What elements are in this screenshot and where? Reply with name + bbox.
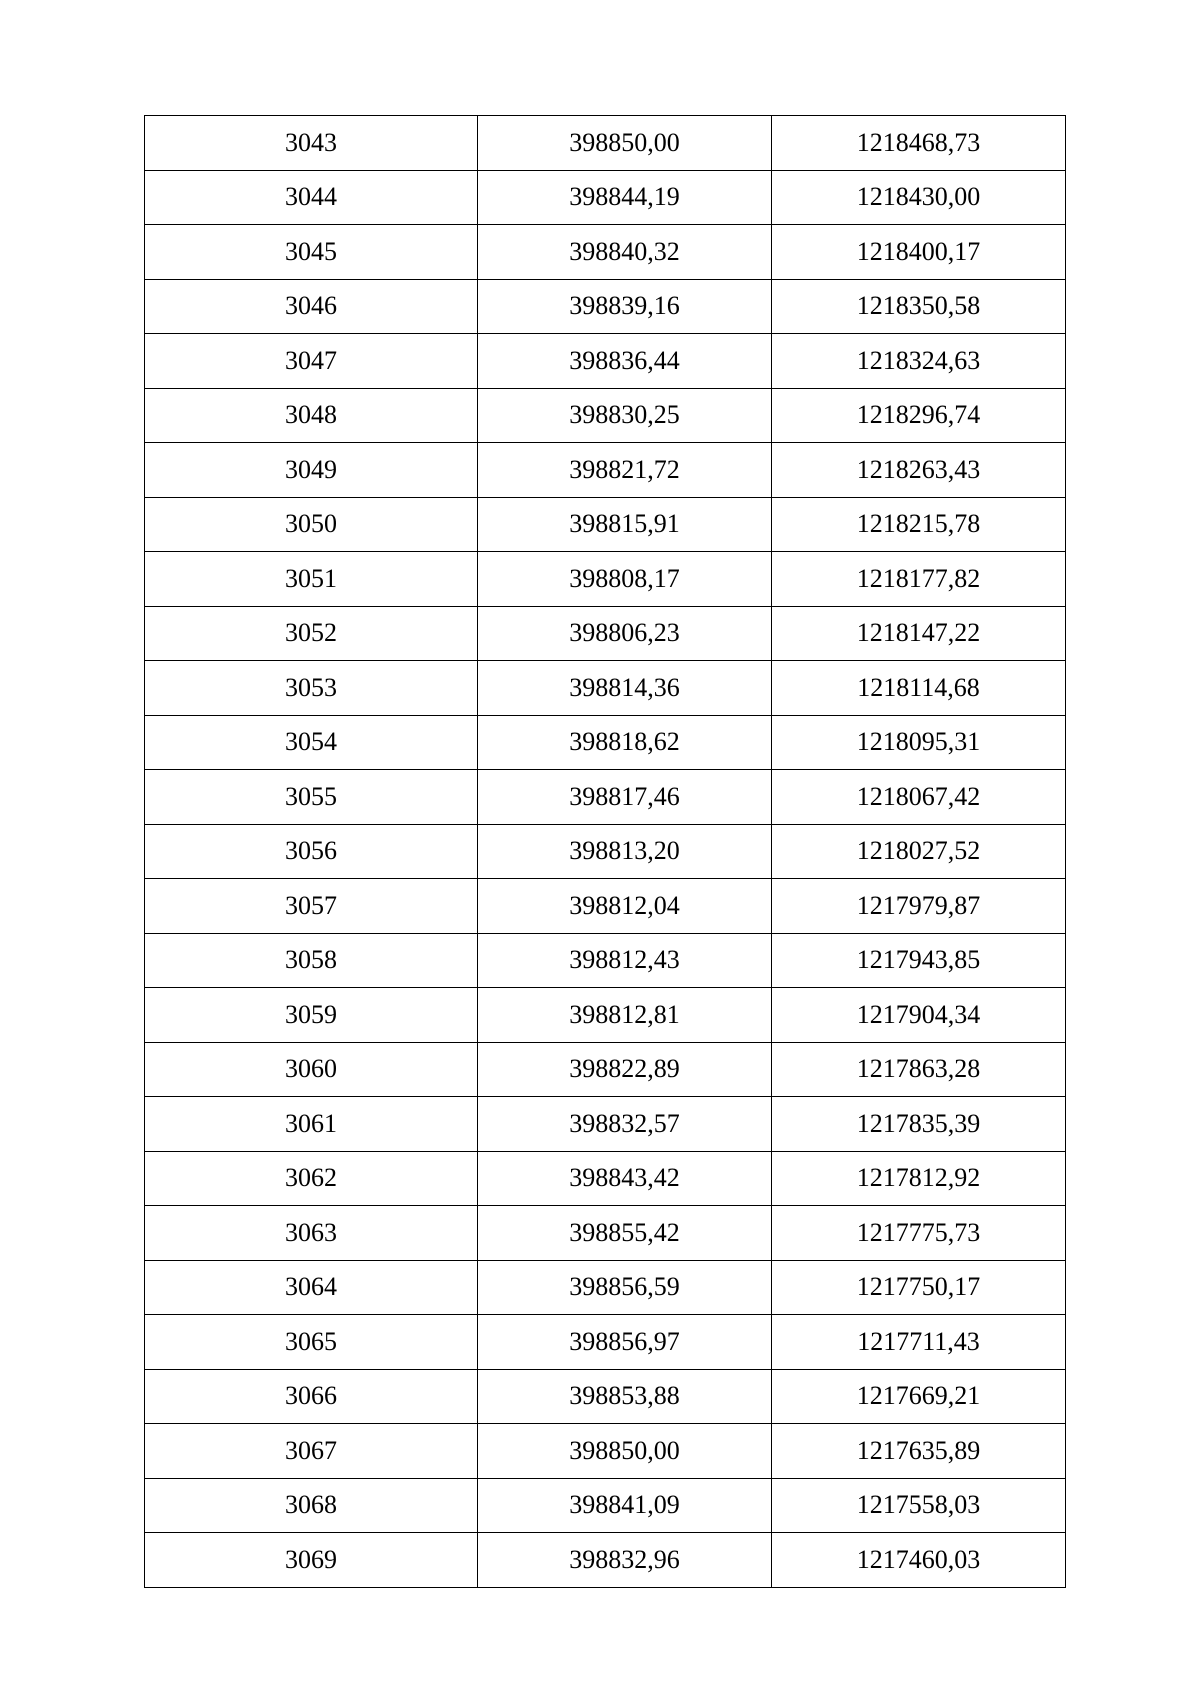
x-coordinate-cell: 398832,57 [478,1097,772,1152]
y-coordinate-cell: 1217669,21 [772,1369,1066,1424]
x-coordinate-cell: 398836,44 [478,334,772,389]
x-coordinate-cell: 398844,19 [478,170,772,225]
x-coordinate-cell: 398818,62 [478,715,772,770]
table-row [145,1206,1066,1261]
y-coordinate-cell: 1218114,68 [772,661,1066,716]
y-coordinate-cell: 1218350,58 [772,279,1066,334]
table-row [145,334,1066,389]
y-coordinate-cell: 1217635,89 [772,1424,1066,1479]
point-number-cell: 3061 [145,1097,478,1152]
y-coordinate-cell: 1217835,39 [772,1097,1066,1152]
table-row [145,279,1066,334]
x-coordinate-cell: 398808,17 [478,552,772,607]
x-coordinate-cell: 398822,89 [478,1042,772,1097]
point-number-cell: 3058 [145,933,478,988]
y-coordinate-cell: 1218263,43 [772,443,1066,498]
coordinates-table-body [145,116,1066,1588]
table-row [145,1097,1066,1152]
table-row [145,1042,1066,1097]
point-number-cell: 3052 [145,606,478,661]
y-coordinate-cell: 1218177,82 [772,552,1066,607]
x-coordinate-cell: 398856,97 [478,1315,772,1370]
x-coordinate-cell: 398839,16 [478,279,772,334]
y-coordinate-cell: 1218400,17 [772,225,1066,280]
y-coordinate-cell: 1218468,73 [772,116,1066,171]
point-number-cell: 3053 [145,661,478,716]
x-coordinate-cell: 398850,00 [478,116,772,171]
x-coordinate-cell: 398817,46 [478,770,772,825]
x-coordinate-cell: 398815,91 [478,497,772,552]
table-row [145,770,1066,825]
x-coordinate-cell: 398843,42 [478,1151,772,1206]
point-number-cell: 3050 [145,497,478,552]
x-coordinate-cell: 398832,96 [478,1533,772,1588]
table-row [145,1151,1066,1206]
point-number-cell: 3069 [145,1533,478,1588]
table-row [145,606,1066,661]
point-number-cell: 3048 [145,388,478,443]
x-coordinate-cell: 398856,59 [478,1260,772,1315]
y-coordinate-cell: 1217812,92 [772,1151,1066,1206]
point-number-cell: 3043 [145,116,478,171]
y-coordinate-cell: 1217750,17 [772,1260,1066,1315]
y-coordinate-cell: 1218215,78 [772,497,1066,552]
y-coordinate-cell: 1218296,74 [772,388,1066,443]
table-row [145,552,1066,607]
x-coordinate-cell: 398841,09 [478,1478,772,1533]
table-row [145,879,1066,934]
table-row [145,497,1066,552]
point-number-cell: 3059 [145,988,478,1043]
table-row [145,661,1066,716]
point-number-cell: 3044 [145,170,478,225]
table-row [145,1260,1066,1315]
point-number-cell: 3049 [145,443,478,498]
y-coordinate-cell: 1218095,31 [772,715,1066,770]
point-number-cell: 3051 [145,552,478,607]
point-number-cell: 3065 [145,1315,478,1370]
x-coordinate-cell: 398812,43 [478,933,772,988]
y-coordinate-cell: 1217558,03 [772,1478,1066,1533]
y-coordinate-cell: 1217943,85 [772,933,1066,988]
y-coordinate-cell: 1218324,63 [772,334,1066,389]
table-row [145,988,1066,1043]
table-row [145,170,1066,225]
y-coordinate-cell: 1218147,22 [772,606,1066,661]
point-number-cell: 3045 [145,225,478,280]
x-coordinate-cell: 398812,04 [478,879,772,934]
table-row [145,1424,1066,1479]
point-number-cell: 3066 [145,1369,478,1424]
y-coordinate-cell: 1217863,28 [772,1042,1066,1097]
y-coordinate-cell: 1217711,43 [772,1315,1066,1370]
y-coordinate-cell: 1217460,03 [772,1533,1066,1588]
point-number-cell: 3062 [145,1151,478,1206]
table-row [145,1315,1066,1370]
point-number-cell: 3056 [145,824,478,879]
y-coordinate-cell: 1218430,00 [772,170,1066,225]
y-coordinate-cell: 1217775,73 [772,1206,1066,1261]
y-coordinate-cell: 1218067,42 [772,770,1066,825]
table-row [145,388,1066,443]
point-number-cell: 3060 [145,1042,478,1097]
x-coordinate-cell: 398840,32 [478,225,772,280]
x-coordinate-cell: 398853,88 [478,1369,772,1424]
point-number-cell: 3068 [145,1478,478,1533]
point-number-cell: 3064 [145,1260,478,1315]
table-row [145,1369,1066,1424]
x-coordinate-cell: 398855,42 [478,1206,772,1261]
table-row [145,1533,1066,1588]
point-number-cell: 3067 [145,1424,478,1479]
x-coordinate-cell: 398830,25 [478,388,772,443]
table-row [145,1478,1066,1533]
x-coordinate-cell: 398812,81 [478,988,772,1043]
table-row [145,443,1066,498]
x-coordinate-cell: 398850,00 [478,1424,772,1479]
y-coordinate-cell: 1218027,52 [772,824,1066,879]
point-number-cell: 3047 [145,334,478,389]
table-row [145,933,1066,988]
x-coordinate-cell: 398806,23 [478,606,772,661]
y-coordinate-cell: 1217904,34 [772,988,1066,1043]
point-number-cell: 3057 [145,879,478,934]
y-coordinate-cell: 1217979,87 [772,879,1066,934]
x-coordinate-cell: 398814,36 [478,661,772,716]
x-coordinate-cell: 398813,20 [478,824,772,879]
table-row [145,715,1066,770]
table-row [145,225,1066,280]
point-number-cell: 3063 [145,1206,478,1261]
point-number-cell: 3046 [145,279,478,334]
x-coordinate-cell: 398821,72 [478,443,772,498]
table-row [145,116,1066,171]
point-number-cell: 3054 [145,715,478,770]
coordinates-table [144,115,1066,1588]
point-number-cell: 3055 [145,770,478,825]
table-row [145,824,1066,879]
